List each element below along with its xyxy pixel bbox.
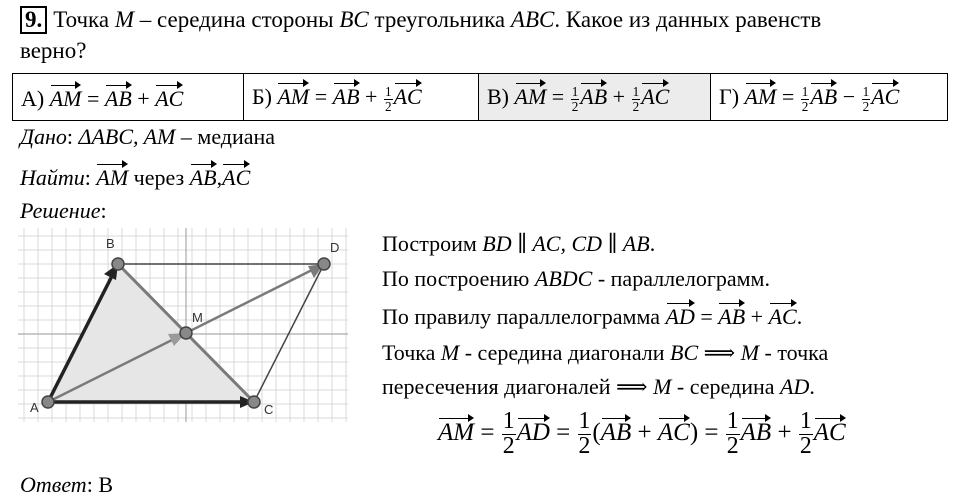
- option-v-selected[interactable]: В) AM = $\frac{1}{2}$ AB + $\frac{1}{2}$ AC: [479, 74, 711, 121]
- point-m: [180, 327, 192, 339]
- answer: Ответ: В: [20, 472, 113, 497]
- point-a: [42, 396, 54, 408]
- solution-line-1: Построим BD ∥ AC, CD ∥ AB.: [382, 231, 656, 256]
- label-m: M: [192, 310, 203, 325]
- solution-label: Решение:: [20, 198, 107, 223]
- answer-options-table: [12, 73, 948, 121]
- option-b[interactable]: Б) AM = AB + $\frac{1}{2}$ AC: [244, 74, 479, 121]
- solution-line-5: пересечения диагоналей ⟹ M - середина AD.: [382, 374, 815, 399]
- problem-statement: 9. Точка M – середина стороны BC треугольника ABC. Какое из данных равенств: [20, 6, 821, 34]
- parallelogram-figure: [18, 228, 348, 422]
- find: Найти: AM через AB,AC: [20, 162, 250, 191]
- option-g[interactable]: Г) AM = $\frac{1}{2}$ AB − $\frac{1}{2}$ AC: [711, 74, 948, 121]
- option-a[interactable]: А) AM = AB + AC: [13, 74, 244, 121]
- solution-line-2: По построению ABDC - параллелограмм.: [382, 266, 770, 291]
- label-d: D: [330, 240, 340, 255]
- final-formula: AM = $\frac{1}{2}$ AD = $\frac{1}{2}$ (AB + AC) = $\frac{1}{2}$ AB + $\frac{1}{2}$ AC: [438, 408, 846, 459]
- point-c: [248, 396, 260, 408]
- point-b: [112, 258, 124, 270]
- label-b: B: [106, 236, 115, 251]
- problem-number: 9.: [20, 6, 47, 34]
- label-a: A: [30, 400, 39, 415]
- solution-line-4: Точка M - середина диагонали BC ⟹ M - точка: [382, 340, 829, 365]
- problem-statement-line2: верно?: [20, 38, 87, 63]
- solution-line-3: По правилу параллелограмма AD = AB + AC.: [382, 301, 802, 330]
- given: Дано: ΔABC, AM – медиана: [20, 124, 276, 149]
- label-c: C: [264, 402, 274, 417]
- point-d: [318, 258, 330, 270]
